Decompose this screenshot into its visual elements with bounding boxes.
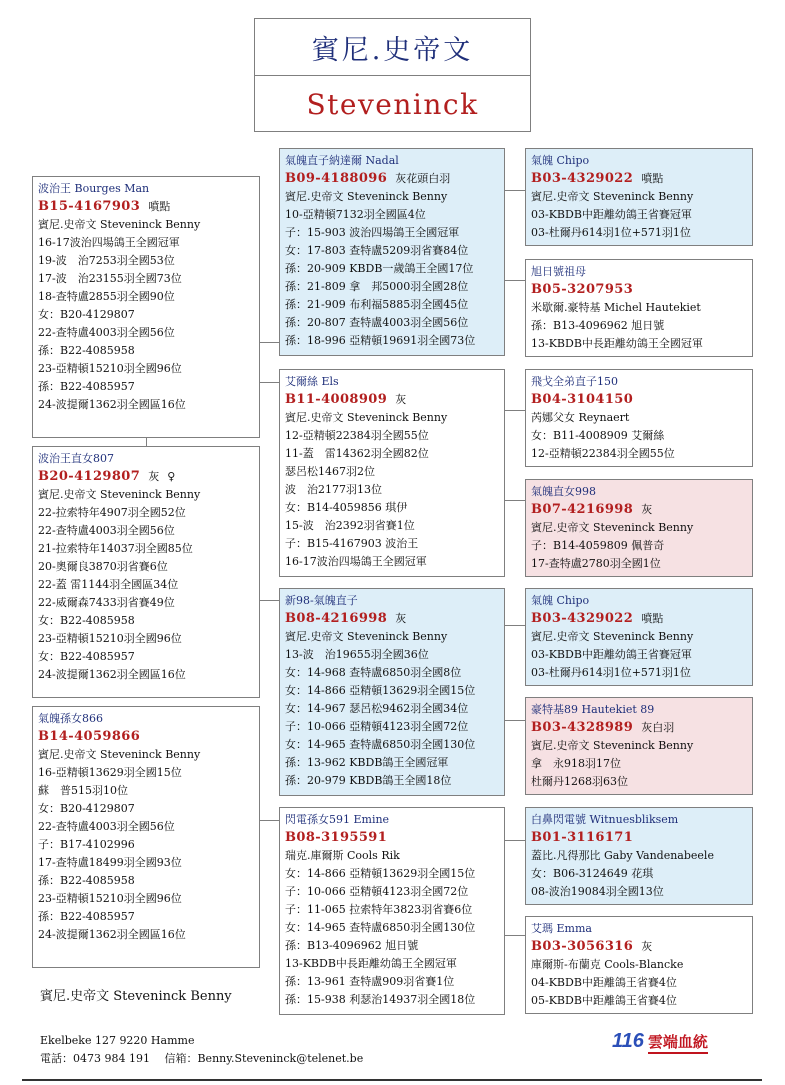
pigeon-card-subject xyxy=(32,176,260,438)
pigeon-card-dd xyxy=(525,479,753,577)
title-chinese: 賓尼.史帝文 xyxy=(255,19,530,76)
pedigree-line: 女：B22-4085957 xyxy=(38,650,135,663)
pedigree-line: 10-亞精頓7132羽全國區4位 xyxy=(285,208,426,221)
color-attribute: 灰 xyxy=(641,503,653,516)
pedigree-line: 女：14-866 亞精頓13629羽全國15位 xyxy=(285,684,476,697)
pedigree-line: 子：B17-4102996 xyxy=(38,838,135,851)
connector xyxy=(505,280,525,281)
pigeon-card-ds xyxy=(525,369,753,467)
connector xyxy=(260,342,279,343)
connector xyxy=(505,625,525,626)
ring-row xyxy=(531,829,747,847)
pedigree-line: 22-查特盧4003羽全國56位 xyxy=(38,524,175,537)
pedigree-line: 瑟呂松1467羽2位 xyxy=(285,465,375,478)
ring-row xyxy=(531,610,747,628)
pedigree-line: 16-17波治四場鴿王全國冠軍 xyxy=(38,236,180,249)
pedigree-line: 19-波 治7253羽全國53位 xyxy=(38,254,175,267)
pedigree-line: 03-KBDB中距離幼鴿王省賽冠軍 xyxy=(531,648,692,661)
pedigree-line: 孫：B22-4085957 xyxy=(38,910,135,923)
ring-number: B07-4216998 xyxy=(531,502,634,517)
ring-row xyxy=(531,170,747,188)
ring-row xyxy=(38,728,254,746)
connector xyxy=(505,410,525,411)
pedigree-line: 女：B14-4059856 琪伊 xyxy=(285,501,408,514)
pigeon-card-sire xyxy=(279,148,505,356)
pedigree-line: 賓尼.史帝文 Steveninck Benny xyxy=(285,630,448,643)
pedigree-line: 庫爾斯-布蘭克 Cools-Blancke xyxy=(531,958,684,971)
pedigree-line: 女：B20-4129807 xyxy=(38,802,135,815)
pedigree-line: 24-波提爾1362羽全國區16位 xyxy=(38,398,186,411)
ring-number: B08-3195591 xyxy=(285,830,388,845)
pigeon-name: 豪特基89 Hautekiet 89 xyxy=(531,703,655,716)
pedigree-line: 女：14-965 查特盧6850羽全國130位 xyxy=(285,738,476,751)
pedigree-line: 蓋比.凡得那比 Gaby Vandenabeele xyxy=(531,849,714,862)
connector xyxy=(260,820,279,821)
title-box xyxy=(254,18,531,132)
bottom-divider xyxy=(22,1079,762,1081)
ring-row xyxy=(531,281,747,299)
ring-number: B04-3104150 xyxy=(531,392,634,407)
connector xyxy=(505,500,525,501)
pedigree-line: 賓尼.史帝文 Steveninck Benny xyxy=(531,521,694,534)
pigeon-name: 氣魄直子納達爾 Nadal xyxy=(285,154,399,167)
contact-block xyxy=(40,1032,363,1068)
color-attribute: 灰白羽 xyxy=(641,721,675,734)
pedigree-line: 子：10-066 亞精頓4123羽全國72位 xyxy=(285,885,469,898)
pedigree-line: 女：B11-4008909 艾爾絲 xyxy=(531,429,665,442)
pigeon-card-dd3 xyxy=(525,916,753,1014)
pigeon-name: 飛戈全弟直子150 xyxy=(531,375,618,388)
color-attribute: 灰 xyxy=(395,393,407,406)
pedigree-line: 孫：20-979 KBDB鴿王全國18位 xyxy=(285,774,452,787)
pedigree-line: 瑞克.庫爾斯 Cools Rik xyxy=(285,849,400,862)
pedigree-line: 子：10-066 亞精頓4123羽全國72位 xyxy=(285,720,469,733)
pedigree-line: 拿 永918羽17位 xyxy=(531,757,621,770)
pedigree-line: 孫：13-962 KBDB鴿王全國冠軍 xyxy=(285,756,449,769)
pedigree-line: 孫：20-909 KBDB一歲鴿王全國17位 xyxy=(285,262,474,275)
color-attribute: 灰 xyxy=(641,940,653,953)
ring-number: B03-4329022 xyxy=(531,611,634,626)
pigeon-name: 氣魄孫女866 xyxy=(38,712,103,725)
ring-number: B01-3116171 xyxy=(531,830,634,845)
pedigree-line: 賓尼.史帝文 Steveninck Benny xyxy=(38,218,201,231)
connector xyxy=(146,438,147,446)
pedigree-line: 17-波 治23155羽全國73位 xyxy=(38,272,182,285)
pedigree-line: 22-查特盧4003羽全國56位 xyxy=(38,326,175,339)
ring-number: B03-3056316 xyxy=(531,939,634,954)
connector xyxy=(505,190,525,191)
pedigree-line: 賓尼.史帝文 Steveninck Benny xyxy=(38,748,201,761)
contact-line: 電話：0473 984 191 信箱：Benny.Steveninck@telenet.be xyxy=(40,1052,364,1065)
pedigree-line: 杜爾丹1268羽63位 xyxy=(531,775,628,788)
pigeon-card-dam3 xyxy=(279,807,505,1015)
pedigree-line: 04-KBDB中距離鴿王省賽4位 xyxy=(531,976,677,989)
pedigree-line: 孫：B22-4085958 xyxy=(38,874,135,887)
ring-row xyxy=(531,391,747,409)
pedigree-line: 女：14-967 瑟呂松9462羽全國34位 xyxy=(285,702,469,715)
pedigree-line: 17-查特盧18499羽全國93位 xyxy=(38,856,182,869)
pedigree-line: 13-KBDB中長距離幼鴿王全國冠軍 xyxy=(285,957,457,970)
pigeon-card-ss2 xyxy=(525,588,753,686)
ring-row xyxy=(531,719,747,737)
pigeon-card-sd xyxy=(525,259,753,357)
pigeon-name: 白鼻閃電號 Witnuesbliksem xyxy=(531,813,679,826)
ring-number: B08-4216998 xyxy=(285,611,388,626)
pedigree-line: 女：14-866 亞精頓13629羽全國15位 xyxy=(285,867,476,880)
pigeon-card-ds3 xyxy=(525,807,753,905)
ring-row xyxy=(38,468,254,486)
pedigree-line: 23-亞精頓15210羽全國96位 xyxy=(38,362,182,375)
pedigree-line: 03-KBDB中距離幼鴿王省賽冠軍 xyxy=(531,208,692,221)
pigeon-name: 氣魄 Chipo xyxy=(531,154,590,167)
pedigree-line: 女：14-965 查特盧6850羽全國130位 xyxy=(285,921,476,934)
ring-number: B11-4008909 xyxy=(285,392,388,407)
pedigree-line: 子：B15-4167903 波治王 xyxy=(285,537,419,550)
ring-row xyxy=(531,938,747,956)
pedigree-line: 17-查特盧2780羽全國1位 xyxy=(531,557,661,570)
pedigree-line: 波 治2177羽13位 xyxy=(285,483,382,496)
pedigree-line: 賓尼.史帝文 Steveninck Benny xyxy=(531,190,694,203)
pedigree-line: 孫：18-996 亞精頓19691羽全國73位 xyxy=(285,334,476,347)
pigeon-card-dam xyxy=(279,369,505,577)
pedigree-line: 孫：B13-4096962 旭日號 xyxy=(285,939,419,952)
ring-row xyxy=(285,829,499,847)
pedigree-line: 孫：21-809 拿 邦5000羽全國28位 xyxy=(285,280,469,293)
pedigree-line: 女：B06-3124649 花琪 xyxy=(531,867,654,880)
title-english: Steveninck xyxy=(306,87,479,121)
pedigree-line: 03-杜爾丹614羽1位+571羽1位 xyxy=(531,666,691,679)
sex-symbol: ♀ xyxy=(167,470,176,483)
pedigree-line: 22-拉索特年4907羽全國52位 xyxy=(38,506,186,519)
ring-row xyxy=(531,501,747,519)
pedigree-line: 孫：13-961 查特盧909羽省賽1位 xyxy=(285,975,455,988)
pedigree-line: 賓尼.史帝文 Steveninck Benny xyxy=(38,488,201,501)
connector xyxy=(505,935,525,936)
pigeon-card-sd2 xyxy=(525,697,753,795)
pigeon-card-dam2 xyxy=(32,706,260,968)
pedigree-line: 23-亞精頓15210羽全國96位 xyxy=(38,892,182,905)
ring-number: B14-4059866 xyxy=(38,729,141,744)
pedigree-line: 08-波治19084羽全國13位 xyxy=(531,885,664,898)
pedigree-line: 22-威爾森7433羽省賽49位 xyxy=(38,596,175,609)
pedigree-line: 11-蓋 雷14362羽全國82位 xyxy=(285,447,429,460)
pedigree-line: 13-波 治19655羽全國36位 xyxy=(285,648,429,661)
pigeon-card-ss xyxy=(525,148,753,246)
ring-number: B03-4328989 xyxy=(531,720,634,735)
site-logo[interactable] xyxy=(612,1030,708,1054)
pigeon-card-subject2 xyxy=(32,446,260,698)
pedigree-line: 03-杜爾丹614羽1位+571羽1位 xyxy=(531,226,691,239)
pedigree-line: 24-波提爾1362羽全國區16位 xyxy=(38,928,186,941)
pigeon-name: 閃電孫女591 Emine xyxy=(285,813,390,826)
pedigree-line: 子：15-903 波治四場鴿王全國冠軍 xyxy=(285,226,460,239)
pedigree-line: 孫：20-807 查特盧4003羽全國56位 xyxy=(285,316,469,329)
pedigree-line: 女：14-968 查特盧6850羽全國8位 xyxy=(285,666,462,679)
logo-text: 雲端血統 xyxy=(648,1031,708,1054)
pedigree-line: 15-波 治2392羽省賽1位 xyxy=(285,519,415,532)
connector xyxy=(505,840,525,841)
ring-number: B09-4188096 xyxy=(285,171,388,186)
color-attribute: 噴點 xyxy=(641,172,664,185)
pedigree-line: 20-奧爾良3870羽省賽6位 xyxy=(38,560,168,573)
ring-number: B03-4329022 xyxy=(531,171,634,186)
ring-row xyxy=(285,610,499,628)
pedigree-line: 賓尼.史帝文 Steveninck Benny xyxy=(285,411,448,424)
ring-number: B20-4129807 xyxy=(38,469,141,484)
pedigree-line: 芮娜父女 Reynaert xyxy=(531,411,630,424)
connector xyxy=(505,720,525,721)
pigeon-name: 波治王 Bourges Man xyxy=(38,182,150,195)
pedigree-line: 12-亞精頓22384羽全國55位 xyxy=(285,429,429,442)
connector xyxy=(260,382,279,383)
pedigree-line: 23-亞精頓15210羽全國96位 xyxy=(38,632,182,645)
pigeon-name: 艾瑪 Emma xyxy=(531,922,592,935)
address: Ekelbeke 127 9220 Hamme xyxy=(40,1034,195,1047)
ring-row xyxy=(285,391,499,409)
pigeon-name: 旭日號祖母 xyxy=(531,265,586,278)
pedigree-line: 16-17波治四場鴿王全國冠軍 xyxy=(285,555,427,568)
color-attribute: 灰 xyxy=(395,612,407,625)
pigeon-name: 新98-氣魄直子 xyxy=(285,594,358,607)
pedigree-line: 21-拉索特年14037羽全國85位 xyxy=(38,542,193,555)
ring-number: B15-4167903 xyxy=(38,199,141,214)
pedigree-line: 孫：B13-4096962 旭日號 xyxy=(531,319,665,332)
pedigree-line: 12-亞精頓22384羽全國55位 xyxy=(531,447,675,460)
color-attribute: 噴點 xyxy=(148,200,171,213)
pedigree-line: 05-KBDB中距離鴿王省賽4位 xyxy=(531,994,677,1007)
pedigree-line: 女：17-803 查特盧5209羽省賽84位 xyxy=(285,244,469,257)
pedigree-line: 孫：B22-4085958 xyxy=(38,344,135,357)
pedigree-line: 賓尼.史帝文 Steveninck Benny xyxy=(531,630,694,643)
pedigree-line: 22-查特盧4003羽全國56位 xyxy=(38,820,175,833)
pedigree-line: 米歇爾.豪特基 Michel Hautekiet xyxy=(531,301,701,314)
pedigree-line: 孫：B22-4085957 xyxy=(38,380,135,393)
pedigree-line: 18-查特盧2855羽全國90位 xyxy=(38,290,175,303)
pedigree-line: 22-蓋 雷1144羽全國區34位 xyxy=(38,578,179,591)
breeder-name: 賓尼.史帝文 Steveninck Benny xyxy=(40,989,232,1004)
pigeon-name: 波治王直女807 xyxy=(38,452,114,465)
connector xyxy=(260,600,279,601)
color-attribute: 灰花頭白羽 xyxy=(395,172,451,185)
pedigree-line: 賓尼.史帝文 Steveninck Benny xyxy=(285,190,448,203)
pigeon-name: 氣魄 Chipo xyxy=(531,594,590,607)
ring-number: B05-3207953 xyxy=(531,282,634,297)
pedigree-line: 24-波提爾1362羽全國區16位 xyxy=(38,668,186,681)
pigeon-name: 氣魄直女998 xyxy=(531,485,596,498)
pedigree-line: 女：B20-4129807 xyxy=(38,308,135,321)
color-attribute: 噴點 xyxy=(641,612,664,625)
pedigree-line: 女：B22-4085958 xyxy=(38,614,135,627)
pigeon-card-sire2 xyxy=(279,588,505,796)
pedigree-line: 13-KBDB中長距離幼鴿王全國冠軍 xyxy=(531,337,703,350)
pedigree-line: 孫：15-938 利瑟治14937羽全國18位 xyxy=(285,993,476,1006)
pigeon-name: 艾爾絲 Els xyxy=(285,375,339,388)
pedigree-line: 孫：21-909 布利福5885羽全國45位 xyxy=(285,298,469,311)
pedigree-line: 蘇 普515羽10位 xyxy=(38,784,128,797)
color-attribute: 灰 xyxy=(148,470,160,483)
ring-row xyxy=(38,198,254,216)
pedigree-line: 子：11-065 拉索特年3823羽省賽6位 xyxy=(285,903,473,916)
pedigree-line: 16-亞精頓13629羽全國15位 xyxy=(38,766,182,779)
ring-row xyxy=(285,170,499,188)
pedigree-line: 子：B14-4059809 佩普奇 xyxy=(531,539,665,552)
pedigree-line: 賓尼.史帝文 Steveninck Benny xyxy=(531,739,694,752)
logo-number: 116 xyxy=(612,1030,644,1052)
